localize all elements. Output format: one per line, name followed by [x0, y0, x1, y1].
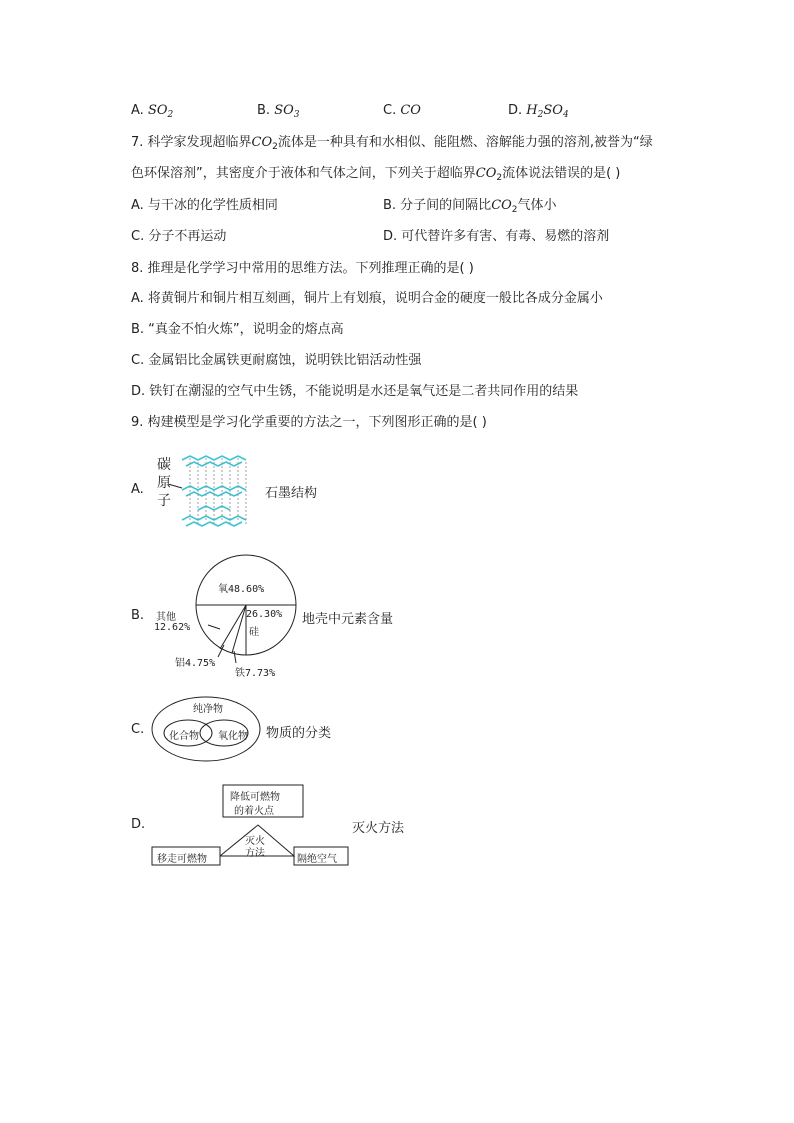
top-box-line-2: 的着火点: [234, 806, 274, 817]
formula-co2: CO: [475, 166, 497, 181]
atom-label: 碳 原 子: [157, 457, 171, 509]
q9-option-c-letter[interactable]: C.: [131, 722, 145, 737]
formula-co2: CO: [491, 198, 512, 213]
left-box-label: 移走可燃物: [157, 854, 207, 865]
venn-right-label: 氧化物: [218, 731, 248, 742]
formula-h2so4: $H_2SO_4$: [526, 103, 569, 120]
q6-option-d[interactable]: D. $H_2SO_4$: [508, 103, 569, 120]
formula-co2: CO: [251, 135, 273, 150]
q7-option-c[interactable]: C. 分子不再运动: [131, 229, 227, 244]
q7-option-d[interactable]: D. 可代替许多有害、有毒、易燃的溶剂: [383, 229, 610, 244]
pie-label-aluminum: 铝4.75%: [175, 658, 216, 669]
pie-label-other: 其他: [156, 612, 176, 623]
q9-option-a-caption: 石墨结构: [265, 486, 318, 501]
q9-option-d-caption: 灭火方法: [352, 821, 405, 836]
q6-option-c[interactable]: C. CO: [383, 103, 421, 118]
q8-option-b[interactable]: B. “真金不怕火炼”，说明金的熔点高: [131, 322, 344, 337]
q7-option-b[interactable]: B. 分子间的间隔比$CO_2$气体小: [383, 198, 557, 215]
venn-outer-label: 纯净物: [193, 704, 223, 715]
q9-option-b-caption: 地壳中元素含量: [302, 612, 394, 627]
venn-left-label: 化合物: [169, 731, 199, 742]
q9-option-d-letter[interactable]: D.: [131, 817, 146, 832]
graphite-structure-image: [168, 452, 260, 532]
formula-so2: $SO_2$: [147, 103, 174, 120]
q9-option-c-caption: 物质的分类: [266, 726, 332, 741]
q6-option-a[interactable]: A. $SO_2$: [131, 103, 174, 120]
q9-stem: 9. 构建模型是学习化学重要的方法之一，下列图形正确的是( ): [131, 415, 487, 430]
pie-label-silicon-value: 26.30%: [246, 609, 283, 620]
center-line-2: 方法: [245, 848, 265, 859]
pie-label-iron: 铁7.73%: [235, 668, 276, 679]
q8-option-c[interactable]: C. 金属铝比金属铁更耐腐蚀，说明铁比铝活动性强: [131, 353, 422, 368]
q9-option-b-letter[interactable]: B.: [131, 608, 145, 623]
q7-option-a[interactable]: A. 与干冰的化学性质相同: [131, 198, 278, 213]
q9-option-a-letter[interactable]: A.: [131, 482, 144, 497]
pie-label-oxygen: 氧48.60%: [218, 584, 265, 595]
q8-stem: 8. 推理是化学学习中常用的思维方法。下列推理正确的是( ): [131, 261, 474, 276]
pie-label-other-value: 12.62%: [154, 622, 191, 633]
q8-option-d[interactable]: D. 铁钉在潮湿的空气中生锈，不能说明是水还是氧气还是二者共同作用的结果: [131, 384, 579, 399]
center-line-1: 灭火: [245, 836, 265, 847]
formula-co: CO: [400, 103, 421, 118]
q6-option-b[interactable]: B. $SO_3$: [257, 103, 300, 120]
formula-so3: $SO_3$: [274, 103, 300, 120]
pie-label-silicon: 硅: [249, 627, 259, 638]
q8-option-a[interactable]: A. 将黄铜片和铜片相互刻画，铜片上有划痕，说明合金的硬度一般比各成分金属小: [131, 291, 603, 306]
top-box-line-1: 降低可燃物: [230, 792, 280, 803]
q7-stem-line-2: 色环保溶剂”，其密度介于液体和气体之间，下列关于超临界$CO_2$流体说法错误的是( ): [131, 166, 621, 183]
q7-stem-line-1: 7. 科学家发现超临界$CO_2$流体是一种具有和水相似、能阻燃、溶解能力强的溶剂,被誉为“绿: [131, 135, 653, 152]
right-box-label: 隔绝空气: [297, 854, 337, 865]
